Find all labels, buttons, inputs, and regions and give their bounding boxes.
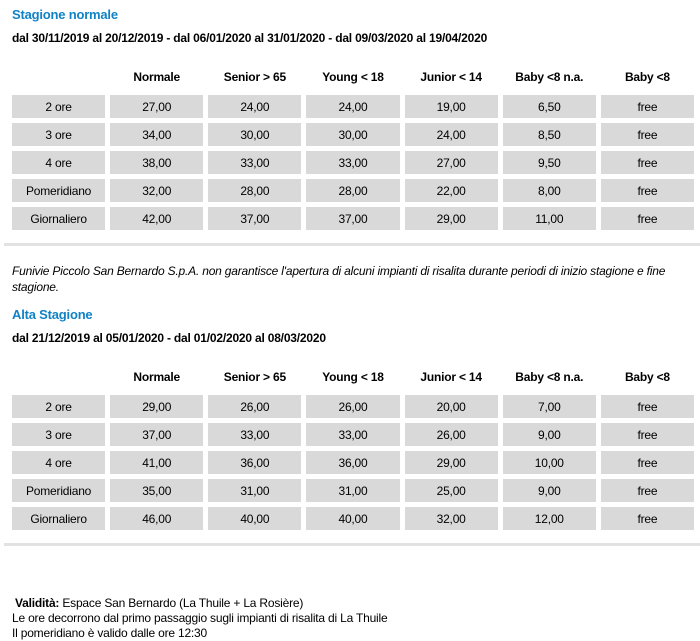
- price-cell: 8,00: [503, 179, 596, 202]
- column-header: [12, 364, 105, 390]
- row-label: Pomeridiano: [12, 479, 105, 502]
- price-cell: free: [601, 479, 694, 502]
- price-cell: 27,00: [405, 151, 498, 174]
- section-high-season: [12, 308, 700, 535]
- price-cell: 20,00: [405, 395, 498, 418]
- price-cell: 22,00: [405, 179, 498, 202]
- row-label: 2 ore: [12, 395, 105, 418]
- price-cell: 29,00: [110, 395, 203, 418]
- price-cell: 38,00: [110, 151, 203, 174]
- price-cell: 37,00: [306, 207, 399, 230]
- season-dates-normal: dal 30/11/2019 al 20/12/2019 - dal 06/01/2020 al 31/01/2020 - dal 09/03/2020 al 19/04/2020: [12, 31, 488, 45]
- header-row: [12, 64, 694, 90]
- column-header: Senior > 65: [223, 370, 286, 384]
- price-cell: 35,00: [110, 479, 203, 502]
- price-cell: 30,00: [306, 123, 399, 146]
- price-cell: 9,00: [503, 423, 596, 446]
- row-label: 4 ore: [12, 151, 105, 174]
- season-dates-high: dal 21/12/2019 al 05/01/2020 - dal 01/02/2020 al 08/03/2020: [12, 331, 326, 345]
- price-cell: 33,00: [306, 151, 399, 174]
- footer-notes: [12, 596, 700, 641]
- price-cell: 25,00: [405, 479, 498, 502]
- price-cell: 30,00: [208, 123, 301, 146]
- table-row: [12, 95, 694, 118]
- hours-note: Le ore decorrono dal primo passaggio sugli impianti di risalita di La Thuile: [12, 611, 388, 625]
- price-table-normal-season: [7, 59, 699, 235]
- column-header: [12, 64, 105, 90]
- price-cell: 31,00: [208, 479, 301, 502]
- price-cell: free: [601, 451, 694, 474]
- price-cell: free: [601, 507, 694, 530]
- price-cell: 10,00: [503, 451, 596, 474]
- opening-disclaimer-note: Funivie Piccolo San Bernardo S.p.A. non garantisce l'apertura di alcuni impianti di risalita durante periodi di inizio stagione e fine stagione.: [12, 264, 666, 294]
- price-cell: 33,00: [208, 423, 301, 446]
- validity-line: [12, 596, 700, 611]
- section-title-high-season: Alta Stagione: [12, 307, 93, 322]
- column-header: Young < 18: [322, 70, 384, 84]
- price-cell: 8,50: [503, 123, 596, 146]
- table-row: [12, 395, 694, 418]
- price-cell: free: [601, 95, 694, 118]
- row-label: 4 ore: [12, 451, 105, 474]
- column-header: Baby <8: [624, 370, 670, 384]
- section-divider: [4, 543, 700, 546]
- column-header: Baby <8: [624, 70, 670, 84]
- row-label: Giornaliero: [12, 507, 105, 530]
- price-cell: 26,00: [208, 395, 301, 418]
- price-cell: 33,00: [306, 423, 399, 446]
- price-cell: 32,00: [110, 179, 203, 202]
- section-divider: [4, 243, 700, 246]
- price-cell: 11,00: [503, 207, 596, 230]
- price-cell: 19,00: [405, 95, 498, 118]
- price-cell: 6,50: [503, 95, 596, 118]
- price-cell: 7,00: [503, 395, 596, 418]
- price-cell: 29,00: [405, 451, 498, 474]
- validity-label: Validità:: [15, 596, 60, 610]
- column-header: Senior > 65: [223, 70, 286, 84]
- price-cell: 31,00: [306, 479, 399, 502]
- section-normal-season: [12, 8, 700, 235]
- price-cell: 32,00: [405, 507, 498, 530]
- price-cell: 36,00: [208, 451, 301, 474]
- price-cell: 33,00: [208, 151, 301, 174]
- price-cell: 29,00: [405, 207, 498, 230]
- column-header: Normale: [133, 370, 181, 384]
- price-cell: 42,00: [110, 207, 203, 230]
- column-header: Baby <8 n.a.: [515, 370, 584, 384]
- price-cell: 37,00: [208, 207, 301, 230]
- table-row: [12, 507, 694, 530]
- price-cell: 37,00: [110, 423, 203, 446]
- price-cell: free: [601, 423, 694, 446]
- column-header: Junior < 14: [420, 370, 482, 384]
- price-cell: 46,00: [110, 507, 203, 530]
- price-cell: 12,00: [503, 507, 596, 530]
- header-row: [12, 364, 694, 390]
- price-table-high-season: [7, 359, 699, 535]
- price-cell: 40,00: [208, 507, 301, 530]
- afternoon-note: Il pomeridiano è valido dalle ore 12:30: [12, 626, 207, 640]
- row-label: 3 ore: [12, 123, 105, 146]
- section-title-normal-season: Stagione normale: [12, 7, 118, 22]
- validity-value: Espace San Bernardo (La Thuile + La Rosière): [62, 596, 304, 610]
- price-cell: 26,00: [306, 395, 399, 418]
- row-label: Giornaliero: [12, 207, 105, 230]
- table-row: [12, 179, 694, 202]
- price-cell: 24,00: [405, 123, 498, 146]
- price-cell: 9,50: [503, 151, 596, 174]
- table-row: [12, 123, 694, 146]
- price-cell: free: [601, 151, 694, 174]
- row-label: Pomeridiano: [12, 179, 105, 202]
- price-cell: 26,00: [405, 423, 498, 446]
- table-row: [12, 479, 694, 502]
- table-row: [12, 151, 694, 174]
- price-cell: free: [601, 123, 694, 146]
- price-cell: free: [601, 179, 694, 202]
- table-row: [12, 423, 694, 446]
- price-cell: 28,00: [306, 179, 399, 202]
- price-cell: 41,00: [110, 451, 203, 474]
- price-cell: 24,00: [208, 95, 301, 118]
- price-cell: 28,00: [208, 179, 301, 202]
- column-header: Baby <8 n.a.: [515, 70, 584, 84]
- row-label: 2 ore: [12, 95, 105, 118]
- price-cell: free: [601, 207, 694, 230]
- row-label: 3 ore: [12, 423, 105, 446]
- table-row: [12, 451, 694, 474]
- price-cell: free: [601, 395, 694, 418]
- column-header: Junior < 14: [420, 70, 482, 84]
- price-cell: 27,00: [110, 95, 203, 118]
- price-cell: 24,00: [306, 95, 399, 118]
- price-cell: 40,00: [306, 507, 399, 530]
- table-row: [12, 207, 694, 230]
- price-cell: 9,00: [503, 479, 596, 502]
- column-header: Normale: [133, 70, 181, 84]
- column-header: Young < 18: [322, 370, 384, 384]
- price-cell: 36,00: [306, 451, 399, 474]
- price-cell: 34,00: [110, 123, 203, 146]
